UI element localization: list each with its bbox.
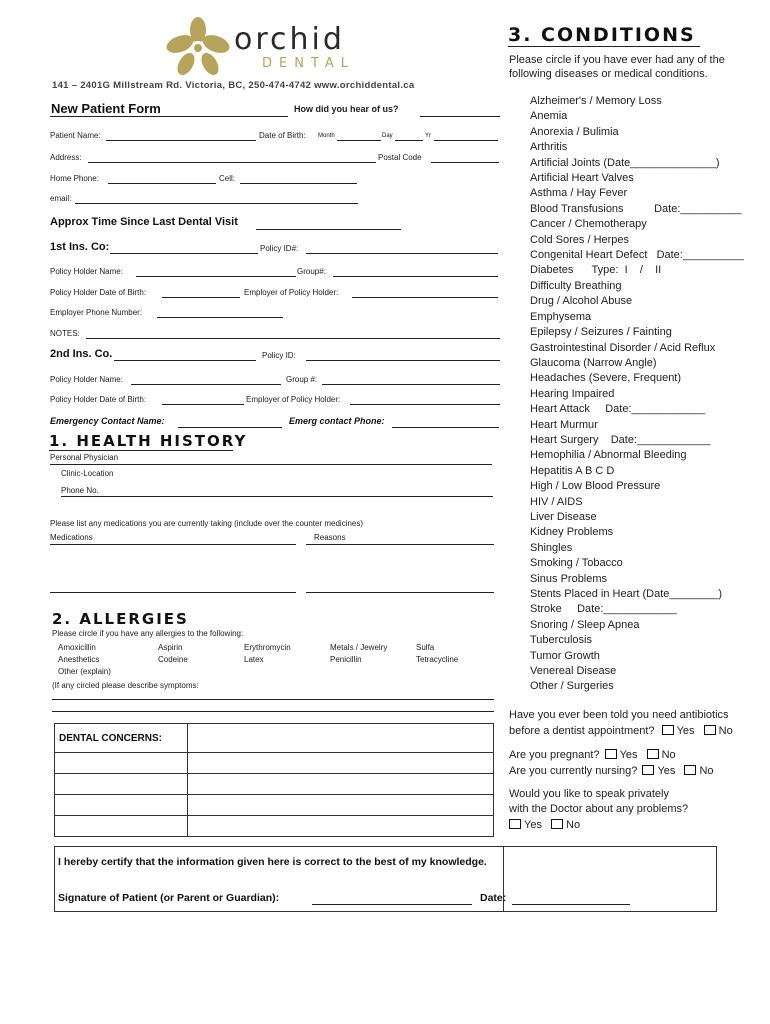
physician-label: Personal Physician (50, 453, 119, 462)
holder-name-field[interactable] (136, 276, 296, 277)
concern-cell[interactable] (188, 724, 494, 753)
condition-item[interactable]: Kidney Problems (530, 526, 614, 539)
phone-no-field[interactable] (61, 496, 493, 497)
antibiotics-question-line2: before a dentist appointment? (509, 725, 655, 737)
dob-year-field[interactable] (434, 140, 498, 141)
employer-field[interactable] (352, 297, 498, 298)
concern-cell[interactable] (55, 816, 188, 837)
logo-name: orchid (234, 22, 345, 57)
dob-day-field[interactable] (395, 140, 423, 141)
antibiotics-no-checkbox[interactable] (704, 725, 716, 735)
condition-item[interactable]: Alzheimer's / Memory Loss (530, 95, 662, 107)
dob-day-label: Day (382, 133, 393, 139)
allergy-penicillin[interactable]: Penicillin (330, 655, 362, 664)
nursing-yes-label: Yes (657, 765, 676, 777)
condition-item[interactable]: Arthritis (530, 141, 568, 154)
address-field[interactable] (88, 162, 376, 163)
certify-date-field[interactable] (512, 904, 630, 905)
condition-item[interactable]: Shingles (530, 541, 573, 554)
reasons-label: Reasons (314, 533, 346, 542)
emergency-phone-label: Emerg contact Phone: (289, 416, 385, 426)
condition-item[interactable]: Asthma / Hay Fever (530, 187, 628, 200)
condition-item[interactable]: Heart Murmur (530, 418, 598, 431)
allergy-tetracycline[interactable]: Tetracycline (416, 655, 459, 664)
ins1-label: 1st Ins. Co: (50, 241, 110, 253)
physician-field[interactable] (50, 464, 492, 465)
medications-field-2[interactable] (50, 592, 296, 593)
condition-item[interactable]: High / Low Blood Pressure (530, 480, 661, 493)
condition-item[interactable]: Sinus Problems (530, 572, 608, 585)
clinic-address: 141 – 2401G Millstream Rd. Victoria, BC, 250-474-4742 www.orchiddental.ca (52, 80, 415, 91)
cell-field[interactable] (240, 183, 357, 184)
holder-name-label: Policy Holder Name: (50, 267, 123, 276)
conditions-prompt: Please circle if you have ever had any of the following diseases or medical conditions. (509, 54, 725, 80)
condition-item[interactable]: Venereal Disease (530, 665, 617, 678)
allergy-aspirin[interactable]: Aspirin (158, 643, 183, 652)
allergies-title: 2. ALLERGIES (52, 610, 189, 628)
dob-label: Date of Birth: (259, 131, 306, 140)
condition-item[interactable]: Hearing Impaired (530, 387, 615, 400)
allergy-sulfa[interactable]: Sulfa (416, 643, 435, 652)
condition-item[interactable]: Blood Transfusions Date:__________ (530, 202, 742, 215)
patient-name-field[interactable] (106, 140, 256, 141)
concern-cell[interactable] (55, 774, 188, 795)
signature-label: Signature of Patient (or Parent or Guardian): (58, 892, 280, 904)
speak-yes-label: Yes (524, 819, 542, 831)
condition-item[interactable]: Heart Surgery Date:____________ (530, 433, 711, 446)
notes-field[interactable] (86, 338, 500, 339)
policy-id-field[interactable] (306, 253, 498, 254)
health-history-title: 1. HEALTH HISTORY (49, 432, 248, 450)
pregnant-yes-label: Yes (619, 749, 638, 761)
pregnant-no-label: No (661, 749, 676, 761)
clinic-location-label: Clinic-Location (61, 469, 114, 478)
emergency-contact-label: Emergency Contact Name: (50, 416, 165, 426)
concern-cell[interactable] (188, 816, 494, 837)
home-phone-label: Home Phone: (50, 174, 99, 183)
condition-item[interactable]: Difficulty Breathing (530, 279, 622, 292)
dental-concerns-table (54, 723, 494, 837)
notes-label: NOTES: (50, 329, 80, 338)
concern-cell[interactable] (188, 774, 494, 795)
condition-item[interactable]: Emphysema (530, 310, 592, 323)
pregnant-yes-checkbox[interactable] (605, 749, 617, 759)
conditions-title: 3. CONDITIONS (508, 24, 696, 46)
home-phone-field[interactable] (108, 183, 216, 184)
condition-item[interactable]: Gastrointestinal Disorder / Acid Reflux (530, 341, 716, 354)
nursing-no-label: No (699, 765, 714, 777)
postal-code-field[interactable] (431, 162, 499, 163)
pregnant-question: Are you pregnant? (509, 749, 600, 761)
nursing-question: Are you currently nursing? (509, 765, 638, 777)
address-label: Address: (50, 153, 82, 162)
allergy-describe-field-2[interactable] (52, 711, 494, 712)
concern-cell[interactable] (188, 795, 494, 816)
condition-item[interactable]: Hepatitis A B C D (530, 464, 615, 477)
group-label: Group#: (297, 267, 326, 276)
employer2-field[interactable] (350, 404, 500, 405)
policy-id-label: Policy ID#: (260, 244, 299, 253)
pregnant-no-checkbox[interactable] (647, 749, 659, 759)
medications-field[interactable] (50, 544, 296, 545)
condition-item[interactable]: Stents Placed in Heart (Date________) (530, 588, 723, 600)
nursing-row (509, 765, 714, 777)
emergency-phone-field[interactable] (392, 427, 499, 428)
condition-item[interactable]: Hemophilia / Abnormal Bleeding (530, 449, 687, 462)
signature-field[interactable] (312, 904, 472, 905)
condition-item[interactable]: Cold Sores / Herpes (530, 233, 630, 246)
condition-item[interactable]: Artificial Heart Valves (530, 172, 634, 185)
condition-item[interactable]: Heart Attack Date:____________ (530, 403, 705, 416)
last-visit-field[interactable] (256, 229, 401, 230)
condition-item[interactable]: Congenital Heart Defect Date:__________ (530, 249, 745, 262)
postal-code-label: Postal Code (378, 153, 422, 162)
holder-dob-field[interactable] (162, 297, 240, 298)
group2-label: Group #: (286, 375, 318, 384)
holder-dob2-field[interactable] (162, 404, 244, 405)
logo-subtitle: DENTAL (262, 56, 356, 71)
certify-date-label: Date: (480, 892, 507, 904)
speak-question: Would you like to speak privately (509, 788, 669, 800)
nursing-no-checkbox[interactable] (684, 765, 696, 775)
pregnant-row (509, 749, 676, 761)
ins1-field[interactable] (110, 253, 258, 254)
condition-item[interactable]: Tumor Growth (530, 649, 600, 662)
allergy-describe-label: (If any circled please describe symptoms: (52, 681, 199, 690)
condition-item[interactable]: Tuberculosis (530, 634, 592, 647)
condition-item[interactable]: Snoring / Sleep Apnea (530, 618, 640, 631)
reasons-field[interactable] (306, 544, 494, 545)
speak-no-checkbox[interactable] (551, 819, 563, 829)
holder-name2-field[interactable] (131, 384, 281, 385)
condition-item[interactable]: Artificial Joints (Date______________) (530, 156, 720, 169)
antibiotics-yes-checkbox[interactable] (662, 725, 674, 735)
medications-label: Medications (50, 533, 93, 542)
policy-id2-field[interactable] (306, 360, 500, 361)
antibiotics-question-2 (509, 725, 733, 737)
allergy-describe-field-1[interactable] (52, 699, 494, 700)
employer2-label: Employer of Policy Holder: (246, 395, 341, 404)
ins2-field[interactable] (114, 360, 256, 361)
cell-label: Cell: (219, 174, 236, 183)
antibiotics-no-label: No (718, 725, 733, 737)
holder-dob2-label: Policy Holder Date of Birth: (50, 395, 147, 404)
condition-item[interactable]: Diabetes Type: I / II (530, 264, 662, 277)
speak-question-2: with the Doctor about any problems? (509, 803, 689, 815)
concern-cell[interactable] (55, 753, 188, 774)
group-field[interactable] (333, 276, 498, 277)
employer-phone-label: Employer Phone Number: (50, 308, 143, 317)
condition-item[interactable]: Other / Surgeries (530, 680, 614, 693)
phone-no-label: Phone No. (61, 486, 99, 495)
allergies-prompt: Please circle if you have any allergies to the following: (52, 629, 244, 638)
allergy-metals[interactable]: Metals / Jewelry (330, 643, 388, 652)
form-title: New Patient Form (51, 101, 161, 116)
speak-yes-checkbox[interactable] (509, 819, 521, 829)
medications-prompt: Please list any medications you are currently taking (include over the counter medicines) (50, 519, 364, 528)
certification-box-right (502, 846, 717, 912)
hear-about-field[interactable] (420, 116, 500, 117)
allergy-erythromycin[interactable]: Erythromycin (244, 643, 291, 652)
reasons-field-2[interactable] (306, 592, 494, 593)
condition-item[interactable]: Liver Disease (530, 510, 597, 523)
condition-item[interactable]: Glaucoma (Narrow Angle) (530, 356, 657, 369)
email-field[interactable] (75, 203, 358, 204)
allergy-anesthetics[interactable]: Anesthetics (58, 655, 100, 664)
patient-name-label: Patient Name: (50, 131, 101, 140)
last-visit-label: Approx Time Since Last Dental Visit (50, 216, 238, 228)
email-label: email: (50, 194, 72, 203)
condition-item[interactable]: Headaches (Severe, Frequent) (530, 372, 682, 385)
condition-item[interactable]: Stroke Date:____________ (530, 603, 677, 616)
concern-cell[interactable] (55, 795, 188, 816)
holder-name2-label: Policy Holder Name: (50, 375, 123, 384)
allergy-other[interactable]: Other (explain) (58, 667, 111, 676)
condition-item[interactable]: HIV / AIDS (530, 495, 583, 508)
dob-year-label: Yr (425, 133, 431, 139)
condition-item[interactable]: Epilepsy / Seizures / Fainting (530, 326, 672, 339)
condition-item[interactable]: Anorexia / Bulimia (530, 125, 619, 138)
hear-about-label: How did you hear of us? (294, 104, 399, 114)
allergy-codeine[interactable]: Codeine (158, 655, 188, 664)
ins2-label: 2nd Ins. Co. (50, 348, 113, 360)
group2-field[interactable] (322, 384, 500, 385)
antibiotics-yes-label: Yes (676, 725, 695, 737)
condition-item[interactable]: Anemia (530, 110, 568, 123)
policy-id2-label: Policy ID: (262, 351, 296, 360)
speak-row (509, 819, 580, 831)
employer-phone-field[interactable] (157, 317, 283, 318)
condition-item[interactable]: Smoking / Tobacco (530, 557, 623, 570)
concern-cell[interactable] (188, 753, 494, 774)
dob-month-label: Month (318, 133, 335, 139)
antibiotics-question: Have you ever been told you need antibiotics (509, 709, 729, 721)
condition-item[interactable]: Cancer / Chemotherapy (530, 218, 647, 231)
allergy-amoxicillin[interactable]: Amoxicillin (58, 643, 96, 652)
employer-label: Employer of Policy Holder: (244, 288, 339, 297)
condition-item[interactable]: Drug / Alcohol Abuse (530, 295, 633, 308)
emergency-contact-field[interactable] (178, 427, 282, 428)
nursing-yes-checkbox[interactable] (642, 765, 654, 775)
conditions-list (530, 94, 766, 695)
speak-no-label: No (566, 819, 581, 831)
allergy-latex[interactable]: Latex (244, 655, 264, 664)
dental-concerns-label: DENTAL CONCERNS: (55, 724, 188, 753)
holder-dob-label: Policy Holder Date of Birth: (50, 288, 147, 297)
dob-month-field[interactable] (337, 140, 381, 141)
certify-statement: I hereby certify that the information given here is correct to the best of my knowledge. (58, 856, 487, 868)
orchid-flower-logo (166, 16, 230, 78)
